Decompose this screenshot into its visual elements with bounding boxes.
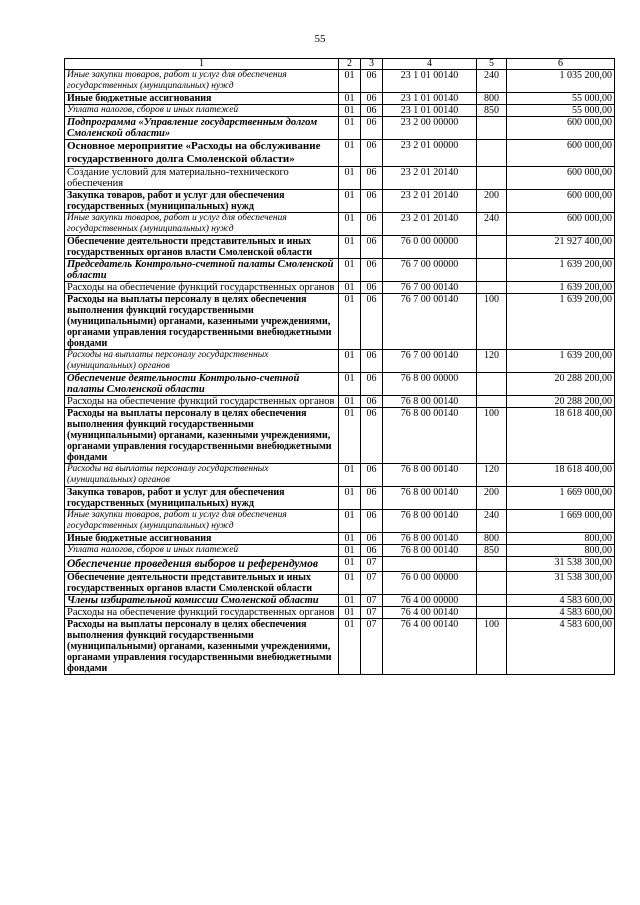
row-amount-cell: 600 000,00 <box>507 140 615 167</box>
row-section-cell: 01 <box>339 607 361 619</box>
row-subsection-cell: 07 <box>361 607 383 619</box>
row-section-cell: 01 <box>339 70 361 93</box>
row-section-cell: 01 <box>339 294 361 350</box>
row-amount-cell: 4 583 600,00 <box>507 619 615 675</box>
row-name-cell: Расходы на выплаты персоналу в целях обеспечения выполнения функций государственными (муниципальными) органами, казенными учреждениями, органами управления государственными внебюджетными фондами <box>65 408 339 464</box>
row-section-cell: 01 <box>339 545 361 557</box>
row-name-cell: Основное мероприятие «Расходы на обслуживание государственного долга Смоленской области» <box>65 140 339 167</box>
row-name-cell: Уплата налогов, сборов и иных платежей <box>65 105 339 117</box>
row-name-cell: Закупка товаров, работ и услуг для обеспечения государственных (муниципальных) нужд <box>65 487 339 510</box>
row-subsection-cell: 06 <box>361 140 383 167</box>
row-name-cell: Расходы на выплаты персоналу в целях обеспечения выполнения функций государственными (муниципальными) органами, казенными учреждениями, органами управления государственными внебюджетными фондами <box>65 619 339 675</box>
row-subsection-cell: 06 <box>361 236 383 259</box>
row-section-cell: 01 <box>339 140 361 167</box>
row-target-article-cell: 76 8 00 00140 <box>383 510 477 533</box>
row-amount-cell: 55 000,00 <box>507 105 615 117</box>
row-target-article-cell: 23 1 01 00140 <box>383 70 477 93</box>
row-target-article-cell: 76 7 00 00140 <box>383 350 477 373</box>
row-name-cell: Уплата налогов, сборов и иных платежей <box>65 545 339 557</box>
row-target-article-cell: 23 2 01 20140 <box>383 213 477 236</box>
table-row <box>65 373 615 396</box>
table-row <box>65 140 615 167</box>
row-target-article-cell: 76 8 00 00140 <box>383 464 477 487</box>
row-section-cell: 01 <box>339 167 361 190</box>
row-expense-type-cell: 800 <box>477 533 507 545</box>
row-expense-type-cell <box>477 396 507 408</box>
row-expense-type-cell <box>477 607 507 619</box>
row-section-cell: 01 <box>339 595 361 607</box>
row-subsection-cell: 06 <box>361 464 383 487</box>
row-name-cell: Расходы на обеспечение функций государственных органов <box>65 396 339 408</box>
row-amount-cell: 21 927 400,00 <box>507 236 615 259</box>
row-amount-cell: 600 000,00 <box>507 190 615 213</box>
row-expense-type-cell: 100 <box>477 408 507 464</box>
table-row <box>65 408 615 464</box>
row-amount-cell: 1 035 200,00 <box>507 70 615 93</box>
header-cell-col2: 2 <box>339 59 361 70</box>
table-row <box>65 510 615 533</box>
row-expense-type-cell: 240 <box>477 510 507 533</box>
row-target-article-cell <box>383 557 477 572</box>
row-section-cell: 01 <box>339 408 361 464</box>
row-subsection-cell: 06 <box>361 396 383 408</box>
row-target-article-cell: 76 7 00 00000 <box>383 259 477 282</box>
row-name-cell: Члены избирательной комиссии Смоленской области <box>65 595 339 607</box>
row-target-article-cell: 76 8 00 00140 <box>383 396 477 408</box>
header-cell-col1: 1 <box>65 59 339 70</box>
row-subsection-cell: 07 <box>361 619 383 675</box>
row-subsection-cell: 06 <box>361 294 383 350</box>
row-target-article-cell: 23 1 01 00140 <box>383 93 477 105</box>
row-subsection-cell: 06 <box>361 167 383 190</box>
table-row <box>65 464 615 487</box>
row-section-cell: 01 <box>339 464 361 487</box>
row-expense-type-cell <box>477 572 507 595</box>
table-row <box>65 545 615 557</box>
row-amount-cell: 4 583 600,00 <box>507 607 615 619</box>
row-expense-type-cell: 120 <box>477 464 507 487</box>
row-expense-type-cell: 240 <box>477 213 507 236</box>
row-section-cell: 01 <box>339 572 361 595</box>
budget-table <box>64 58 615 675</box>
row-target-article-cell: 23 1 01 00140 <box>383 105 477 117</box>
row-name-cell: Иные закупки товаров, работ и услуг для обеспечения государственных (муниципальных) нужд <box>65 213 339 236</box>
row-target-article-cell: 76 8 00 00140 <box>383 487 477 510</box>
row-target-article-cell: 76 7 00 00140 <box>383 294 477 350</box>
table-row <box>65 259 615 282</box>
table-row <box>65 619 615 675</box>
row-section-cell: 01 <box>339 190 361 213</box>
row-section-cell: 01 <box>339 396 361 408</box>
row-name-cell: Создание условий для материально-технического обеспечения <box>65 167 339 190</box>
table-row <box>65 350 615 373</box>
row-amount-cell: 31 538 300,00 <box>507 572 615 595</box>
row-section-cell: 01 <box>339 236 361 259</box>
header-cell-col5: 5 <box>477 59 507 70</box>
row-name-cell: Расходы на выплаты персоналу государственных (муниципальных) органов <box>65 350 339 373</box>
row-section-cell: 01 <box>339 259 361 282</box>
header-cell-col6: 6 <box>507 59 615 70</box>
row-subsection-cell: 06 <box>361 282 383 294</box>
row-section-cell: 01 <box>339 510 361 533</box>
row-name-cell: Расходы на выплаты персоналу государственных (муниципальных) органов <box>65 464 339 487</box>
table-row <box>65 105 615 117</box>
table-row <box>65 236 615 259</box>
row-subsection-cell: 06 <box>361 259 383 282</box>
table-row <box>65 487 615 510</box>
row-name-cell: Расходы на обеспечение функций государственных органов <box>65 607 339 619</box>
row-expense-type-cell <box>477 557 507 572</box>
row-name-cell: Иные бюджетные ассигнования <box>65 93 339 105</box>
row-target-article-cell: 76 4 00 00140 <box>383 619 477 675</box>
row-name-cell: Председатель Контрольно-счетной палаты Смоленской области <box>65 259 339 282</box>
table-row <box>65 282 615 294</box>
row-target-article-cell: 76 7 00 00140 <box>383 282 477 294</box>
row-section-cell: 01 <box>339 350 361 373</box>
row-name-cell: Закупка товаров, работ и услуг для обеспечения государственных (муниципальных) нужд <box>65 190 339 213</box>
row-section-cell: 01 <box>339 557 361 572</box>
row-subsection-cell: 06 <box>361 70 383 93</box>
row-target-article-cell: 76 4 00 00000 <box>383 595 477 607</box>
row-amount-cell: 20 288 200,00 <box>507 396 615 408</box>
row-target-article-cell: 76 8 00 00140 <box>383 533 477 545</box>
row-expense-type-cell <box>477 236 507 259</box>
row-subsection-cell: 06 <box>361 190 383 213</box>
table-row <box>65 533 615 545</box>
table-row <box>65 70 615 93</box>
row-section-cell: 01 <box>339 619 361 675</box>
table-row <box>65 595 615 607</box>
row-amount-cell: 800,00 <box>507 545 615 557</box>
row-amount-cell: 1 639 200,00 <box>507 259 615 282</box>
row-target-article-cell: 76 0 00 00000 <box>383 572 477 595</box>
table-row <box>65 167 615 190</box>
row-name-cell: Иные закупки товаров, работ и услуг для обеспечения государственных (муниципальных) нужд <box>65 510 339 533</box>
row-amount-cell: 600 000,00 <box>507 213 615 236</box>
row-amount-cell: 20 288 200,00 <box>507 373 615 396</box>
row-amount-cell: 1 639 200,00 <box>507 350 615 373</box>
row-name-cell: Обеспечение деятельности Контрольно-счетной палаты Смоленской области <box>65 373 339 396</box>
row-section-cell: 01 <box>339 117 361 140</box>
row-amount-cell: 800,00 <box>507 533 615 545</box>
row-expense-type-cell: 850 <box>477 545 507 557</box>
table-row <box>65 93 615 105</box>
row-subsection-cell: 06 <box>361 545 383 557</box>
row-amount-cell: 1 669 000,00 <box>507 510 615 533</box>
table-row <box>65 213 615 236</box>
row-subsection-cell: 06 <box>361 213 383 236</box>
row-name-cell: Обеспечение проведения выборов и референдумов <box>65 557 339 572</box>
row-section-cell: 01 <box>339 487 361 510</box>
table-row <box>65 572 615 595</box>
row-amount-cell: 18 618 400,00 <box>507 408 615 464</box>
row-subsection-cell: 06 <box>361 373 383 396</box>
row-section-cell: 01 <box>339 213 361 236</box>
row-amount-cell: 4 583 600,00 <box>507 595 615 607</box>
row-expense-type-cell <box>477 140 507 167</box>
row-target-article-cell: 23 2 01 20140 <box>383 190 477 213</box>
table-row <box>65 557 615 572</box>
row-amount-cell: 55 000,00 <box>507 93 615 105</box>
row-subsection-cell: 06 <box>361 105 383 117</box>
row-target-article-cell: 76 4 00 00140 <box>383 607 477 619</box>
row-amount-cell: 1 639 200,00 <box>507 294 615 350</box>
row-subsection-cell: 06 <box>361 117 383 140</box>
row-amount-cell: 600 000,00 <box>507 117 615 140</box>
row-name-cell: Обеспечение деятельности представительных и иных государственных органов власти Смоленской области <box>65 236 339 259</box>
row-expense-type-cell: 120 <box>477 350 507 373</box>
row-name-cell: Расходы на выплаты персоналу в целях обеспечения выполнения функций государственными (муниципальными) органами, казенными учреждениями, органами управления государственными внебюджетными фондами <box>65 294 339 350</box>
row-target-article-cell: 23 2 00 00000 <box>383 117 477 140</box>
row-amount-cell: 1 669 000,00 <box>507 487 615 510</box>
row-amount-cell: 18 618 400,00 <box>507 464 615 487</box>
page-number: 55 <box>314 33 326 45</box>
row-subsection-cell: 07 <box>361 572 383 595</box>
row-section-cell: 01 <box>339 105 361 117</box>
table-header-row <box>65 59 615 70</box>
row-expense-type-cell: 240 <box>477 70 507 93</box>
row-subsection-cell: 07 <box>361 557 383 572</box>
row-expense-type-cell <box>477 282 507 294</box>
header-cell-col4: 4 <box>383 59 477 70</box>
row-name-cell: Иные закупки товаров, работ и услуг для обеспечения государственных (муниципальных) нужд <box>65 70 339 93</box>
row-name-cell: Обеспечение деятельности представительных и иных государственных органов власти Смоленской области <box>65 572 339 595</box>
row-expense-type-cell <box>477 595 507 607</box>
table-row <box>65 294 615 350</box>
table-row <box>65 190 615 213</box>
row-subsection-cell: 06 <box>361 510 383 533</box>
table-row <box>65 607 615 619</box>
row-section-cell: 01 <box>339 93 361 105</box>
row-expense-type-cell: 200 <box>477 487 507 510</box>
row-expense-type-cell: 100 <box>477 294 507 350</box>
row-subsection-cell: 06 <box>361 487 383 510</box>
row-subsection-cell: 06 <box>361 350 383 373</box>
row-subsection-cell: 06 <box>361 408 383 464</box>
row-subsection-cell: 06 <box>361 93 383 105</box>
row-section-cell: 01 <box>339 533 361 545</box>
row-target-article-cell: 76 8 00 00140 <box>383 545 477 557</box>
row-target-article-cell: 23 2 01 20140 <box>383 167 477 190</box>
row-expense-type-cell <box>477 373 507 396</box>
row-target-article-cell: 76 0 00 00000 <box>383 236 477 259</box>
row-expense-type-cell: 800 <box>477 93 507 105</box>
row-expense-type-cell: 100 <box>477 619 507 675</box>
row-expense-type-cell: 200 <box>477 190 507 213</box>
row-target-article-cell: 76 8 00 00000 <box>383 373 477 396</box>
row-name-cell: Расходы на обеспечение функций государственных органов <box>65 282 339 294</box>
row-subsection-cell: 07 <box>361 595 383 607</box>
row-amount-cell: 1 639 200,00 <box>507 282 615 294</box>
row-section-cell: 01 <box>339 282 361 294</box>
header-cell-col3: 3 <box>361 59 383 70</box>
table-row <box>65 396 615 408</box>
row-amount-cell: 31 538 300,00 <box>507 557 615 572</box>
row-target-article-cell: 76 8 00 00140 <box>383 408 477 464</box>
row-section-cell: 01 <box>339 373 361 396</box>
row-amount-cell: 600 000,00 <box>507 167 615 190</box>
row-expense-type-cell <box>477 167 507 190</box>
row-target-article-cell: 23 2 01 00000 <box>383 140 477 167</box>
row-expense-type-cell <box>477 117 507 140</box>
row-expense-type-cell: 850 <box>477 105 507 117</box>
row-expense-type-cell <box>477 259 507 282</box>
row-subsection-cell: 06 <box>361 533 383 545</box>
table-row <box>65 117 615 140</box>
row-name-cell: Иные бюджетные ассигнования <box>65 533 339 545</box>
row-name-cell: Подпрограмма «Управление государственным долгом Смоленской области» <box>65 117 339 140</box>
